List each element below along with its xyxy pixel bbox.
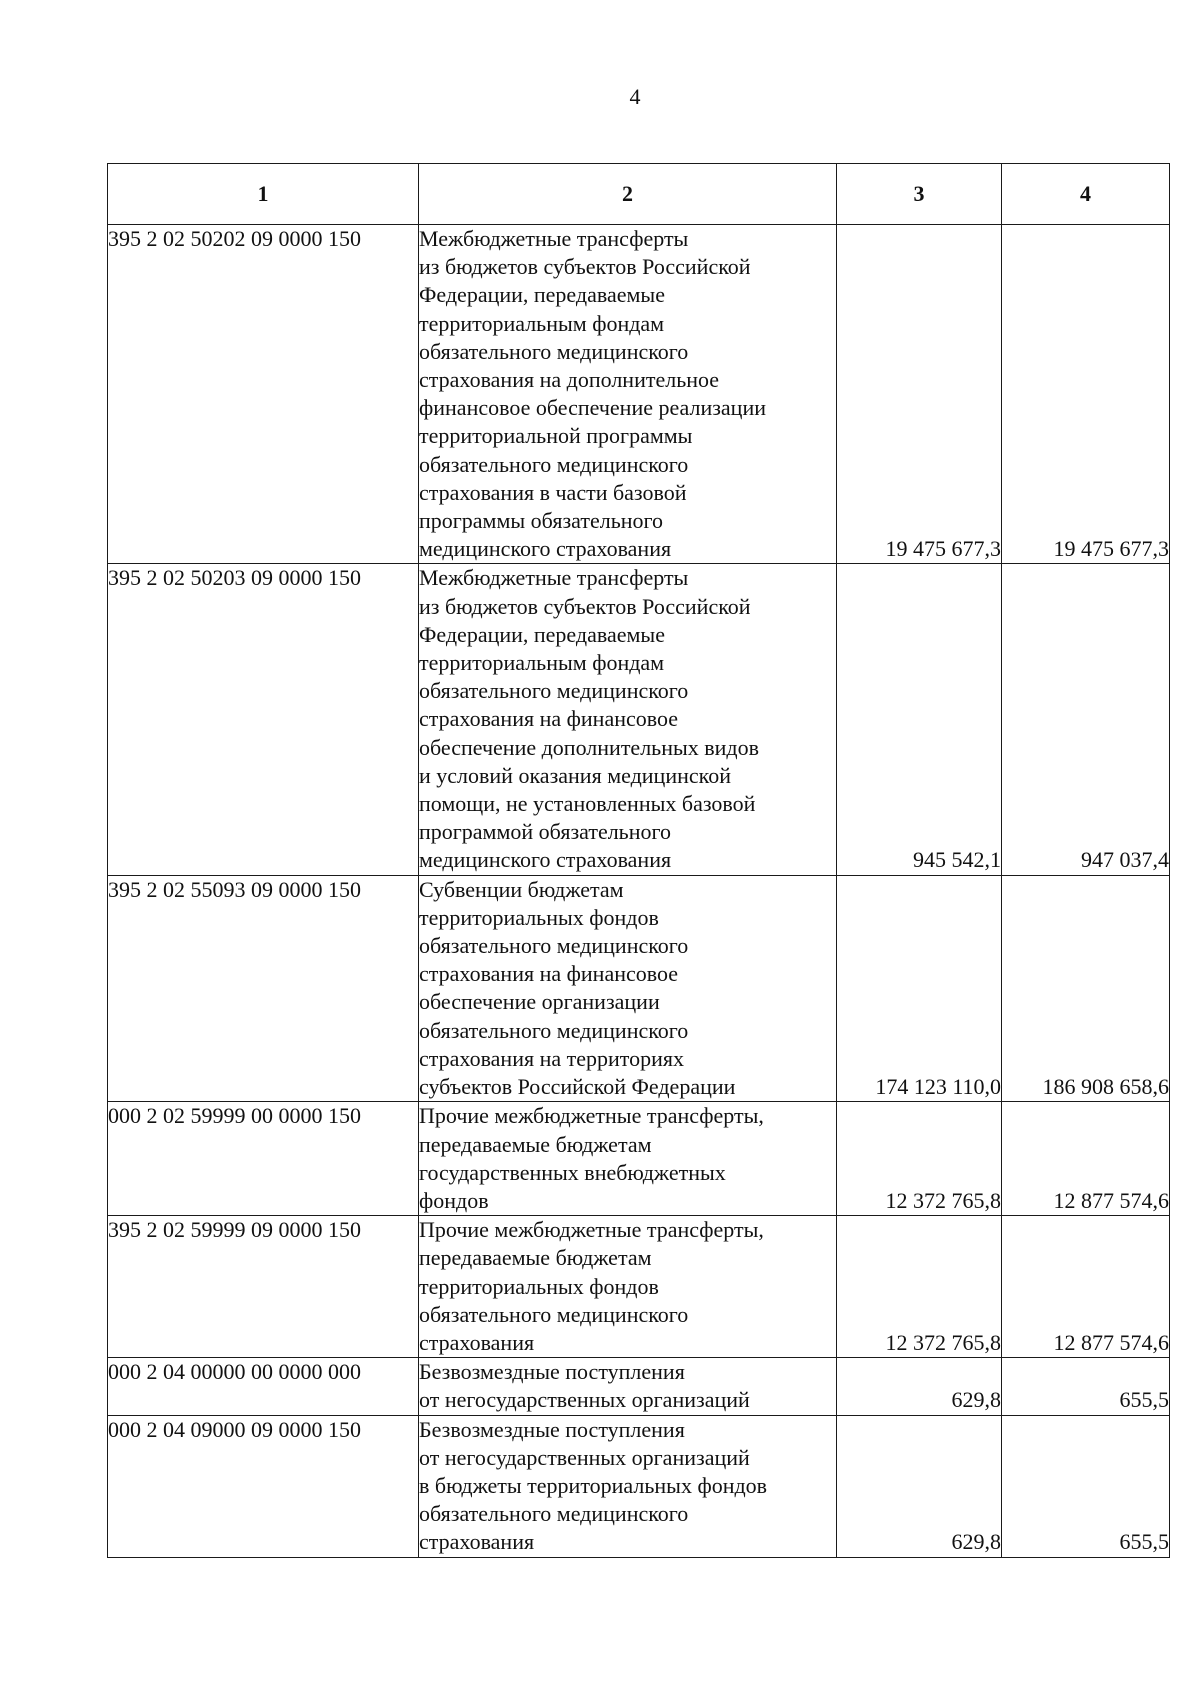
header-col-1: 1 (108, 164, 419, 225)
table-row (108, 1102, 1170, 1216)
income-name-line: финансовое обеспечение реализации (419, 395, 767, 421)
income-name-line: Прочие межбюджетные трансферты, (419, 1103, 764, 1129)
income-name-line: фондов (419, 1187, 489, 1213)
income-name-line: от негосударственных организаций (419, 1444, 750, 1470)
header-col-3: 3 (837, 164, 1002, 225)
table-header-row (108, 164, 1170, 225)
income-name-line: программы обязательного (419, 508, 663, 534)
income-name-line: территориальных фондов (419, 1273, 659, 1299)
income-name-line: обязательного медицинского (419, 1301, 689, 1327)
table-row (108, 1358, 1170, 1415)
amount-col-3-cell: 12 372 765,8 (837, 1216, 1002, 1358)
budget-code-cell: 395 2 02 55093 09 0000 150 (108, 875, 419, 1102)
amount-col-3-cell: 945 542,1 (837, 564, 1002, 875)
income-name-line: обязательного медицинского (419, 933, 689, 959)
budget-code-cell: 395 2 02 50203 09 0000 150 (108, 564, 419, 875)
amount-col-3-cell: 629,8 (837, 1415, 1002, 1557)
income-name-line: медицинского страхования (419, 847, 672, 873)
income-name-line: обеспечение дополнительных видов (419, 734, 760, 760)
header-col-4: 4 (1002, 164, 1170, 225)
amount-col-3-cell: 12 372 765,8 (837, 1102, 1002, 1216)
income-name-line: территориальной программы (419, 423, 693, 449)
income-name-line: Безвозмездные поступления (419, 1416, 685, 1442)
budget-code-cell: 000 2 04 00000 00 0000 000 (108, 1358, 419, 1415)
income-name-cell (419, 1102, 837, 1216)
budget-code-cell: 000 2 02 59999 00 0000 150 (108, 1102, 419, 1216)
income-name-line: Межбюджетные трансферты (419, 226, 689, 251)
income-name-line: передаваемые бюджетам (419, 1131, 652, 1157)
income-name-line: территориальным фондам (419, 310, 665, 336)
income-name-line: и условий оказания медицинской (419, 762, 731, 788)
income-name-line: территориальным фондам (419, 650, 665, 676)
income-name-line: обязательного медицинского (419, 338, 689, 364)
income-name-line: помощи, не установленных базовой (419, 791, 756, 817)
amount-col-4-cell: 655,5 (1002, 1358, 1170, 1415)
income-name-line: страхования на финансовое (419, 706, 679, 732)
income-name-cell (419, 225, 837, 564)
income-name-cell (419, 1358, 837, 1415)
income-name-cell (419, 564, 837, 875)
income-name-line: программой обязательного (419, 819, 671, 845)
table-row (108, 564, 1170, 875)
income-name-line: страхования в части базовой (419, 479, 687, 505)
amount-col-4-cell: 19 475 677,3 (1002, 225, 1170, 564)
table-body (108, 225, 1170, 1558)
income-name-line: Прочие межбюджетные трансферты, (419, 1217, 764, 1243)
budget-code-cell: 395 2 02 50202 09 0000 150 (108, 225, 419, 564)
income-name-line: страхования на территориях (419, 1045, 685, 1071)
income-name-cell (419, 1415, 837, 1557)
amount-col-3-cell: 174 123 110,0 (837, 875, 1002, 1102)
table-row (108, 875, 1170, 1102)
income-name-line: Субвенции бюджетам (419, 876, 624, 902)
income-name-line: обязательного медицинского (419, 1501, 689, 1527)
income-name-line: обязательного медицинского (419, 451, 689, 477)
income-name-line: субъектов Российской Федерации (419, 1074, 736, 1100)
table-row (108, 1216, 1170, 1358)
income-name-line: государственных внебюджетных (419, 1159, 726, 1185)
amount-col-4-cell: 12 877 574,6 (1002, 1102, 1170, 1216)
budget-code-cell: 395 2 02 59999 09 0000 150 (108, 1216, 419, 1358)
income-name-line: обязательного медицинского (419, 1017, 689, 1043)
amount-col-3-cell: 19 475 677,3 (837, 225, 1002, 564)
income-name-line: Федерации, передаваемые (419, 282, 665, 308)
amount-col-4-cell: 655,5 (1002, 1415, 1170, 1557)
income-name-line: страхования (419, 1529, 535, 1555)
income-name-line: территориальных фондов (419, 904, 659, 930)
header-col-2: 2 (419, 164, 837, 225)
income-name-line: обеспечение организации (419, 989, 660, 1015)
income-name-line: Безвозмездные поступления (419, 1359, 685, 1385)
budget-table (107, 163, 1170, 1558)
income-name-line: Федерации, передаваемые (419, 621, 665, 647)
income-name-line: страхования на финансовое (419, 961, 679, 987)
income-name-line: от негосударственных организаций (419, 1387, 750, 1413)
budget-code-cell: 000 2 04 09000 09 0000 150 (108, 1415, 419, 1557)
income-name-line: медицинского страхования (419, 536, 672, 562)
amount-col-4-cell: 947 037,4 (1002, 564, 1170, 875)
amount-col-3-cell: 629,8 (837, 1358, 1002, 1415)
page-number: 4 (629, 84, 641, 109)
income-name-line: обязательного медицинского (419, 678, 689, 704)
table-row (108, 1415, 1170, 1557)
amount-col-4-cell: 12 877 574,6 (1002, 1216, 1170, 1358)
income-name-line: страхования (419, 1329, 535, 1355)
income-name-line: из бюджетов субъектов Российской (419, 254, 751, 280)
income-name-line: из бюджетов субъектов Российской (419, 593, 751, 619)
income-name-line: передаваемые бюджетам (419, 1245, 652, 1271)
income-name-line: Межбюджетные трансферты (419, 565, 689, 591)
table-row (108, 225, 1170, 564)
income-name-line: страхования на дополнительное (419, 367, 720, 393)
amount-col-4-cell: 186 908 658,6 (1002, 875, 1170, 1102)
income-name-line: в бюджеты территориальных фондов (419, 1472, 768, 1498)
income-name-cell (419, 1216, 837, 1358)
income-name-cell (419, 875, 837, 1102)
